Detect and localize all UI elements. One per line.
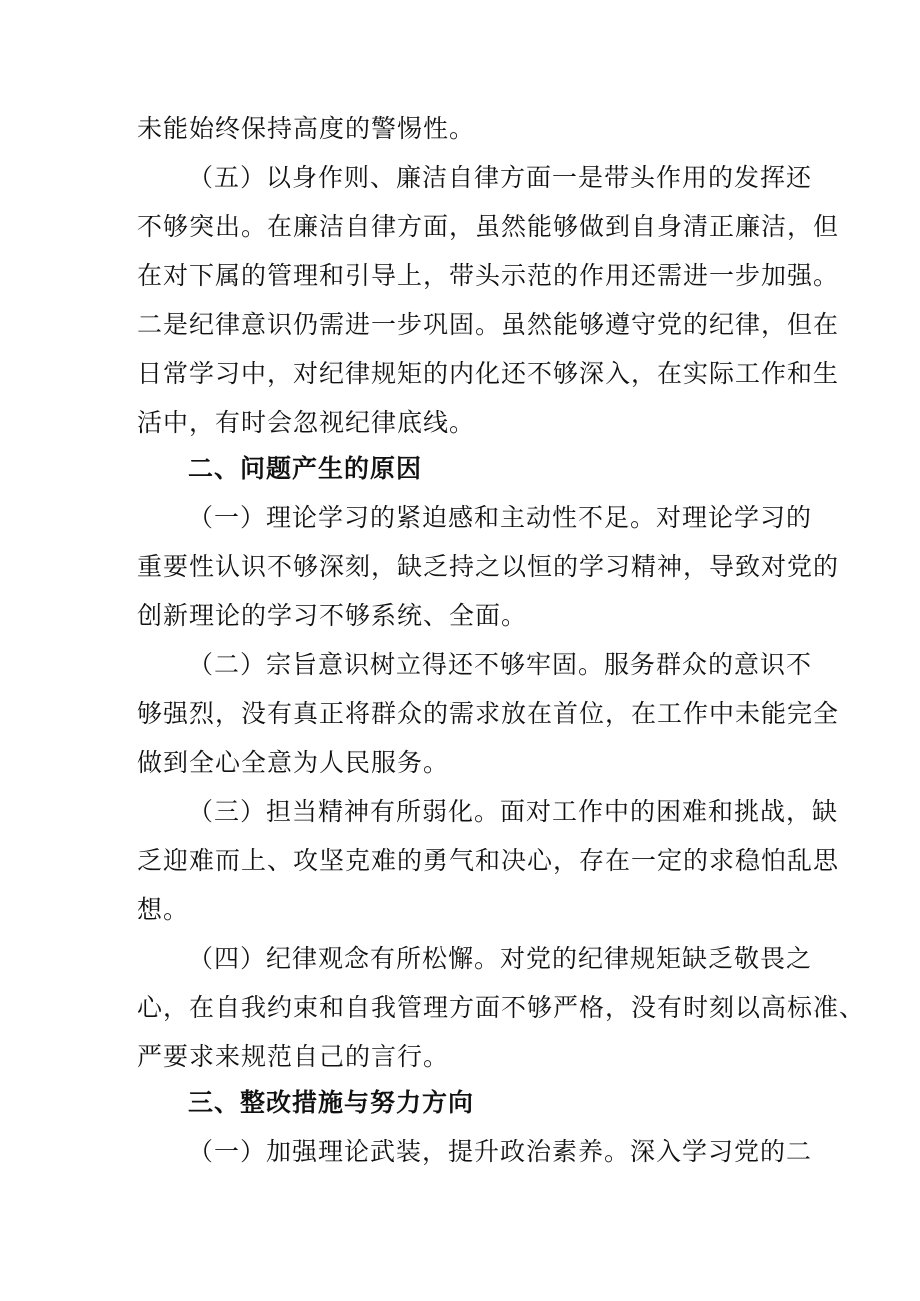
body-line: 创新理论的学习不够系统、全面。 (137, 601, 528, 630)
paragraph-start-line: （五）以身作则、廉洁自律方面一是带头作用的发挥还 (188, 163, 813, 192)
body-line: 活中，有时会忽视纪律底线。 (137, 408, 476, 437)
body-line: 二是纪律意识仍需进一步巩固。虽然能够遵守党的纪律，但在 (137, 310, 840, 339)
body-line: 未能始终保持高度的警惕性。 (137, 114, 476, 143)
paragraph-start-line: （三）担当精神有所弱化。面对工作中的困难和挑战，缺 (188, 797, 839, 826)
paragraph-start-line: （二）宗旨意识树立得还不够牢固。服务群众的意识不 (188, 650, 813, 679)
section-heading-rectification: 三、整改措施与努力方向 (188, 1088, 475, 1117)
body-line: 做到全心全意为人民服务。 (137, 748, 450, 777)
section-heading-causes: 二、问题产生的原因 (188, 454, 423, 483)
body-line: 重要性认识不够深刻，缺乏持之以恒的学习精神，导致对党的 (137, 552, 840, 581)
body-line: 不够突出。在廉洁自律方面，虽然能够做到自身清正廉洁，但 (137, 212, 840, 241)
body-line: 乏迎难而上、攻坚克难的勇气和决心，存在一定的求稳怕乱思 (137, 846, 840, 875)
paragraph-start-line: （一）理论学习的紧迫感和主动性不足。对理论学习的 (188, 503, 813, 532)
body-line: 在对下属的管理和引导上，带头示范的作用还需进一步加强。 (137, 261, 840, 290)
paragraph-start-line: （四）纪律观念有所松懈。对党的纪律规矩缺乏敬畏之 (188, 944, 813, 973)
body-line: 够强烈，没有真正将群众的需求放在首位，在工作中未能完全 (137, 699, 840, 728)
paragraph-start-line: （一）加强理论武装，提升政治素养。深入学习党的二 (188, 1137, 813, 1166)
body-line: 想。 (137, 895, 190, 924)
body-line: 严要求来规范自己的言行。 (137, 1042, 450, 1071)
body-line: 日常学习中，对纪律规矩的内化还不够深入，在实际工作和生 (137, 359, 840, 388)
body-line: 心，在自我约束和自我管理方面不够严格，没有时刻以高标准、 (137, 993, 866, 1022)
